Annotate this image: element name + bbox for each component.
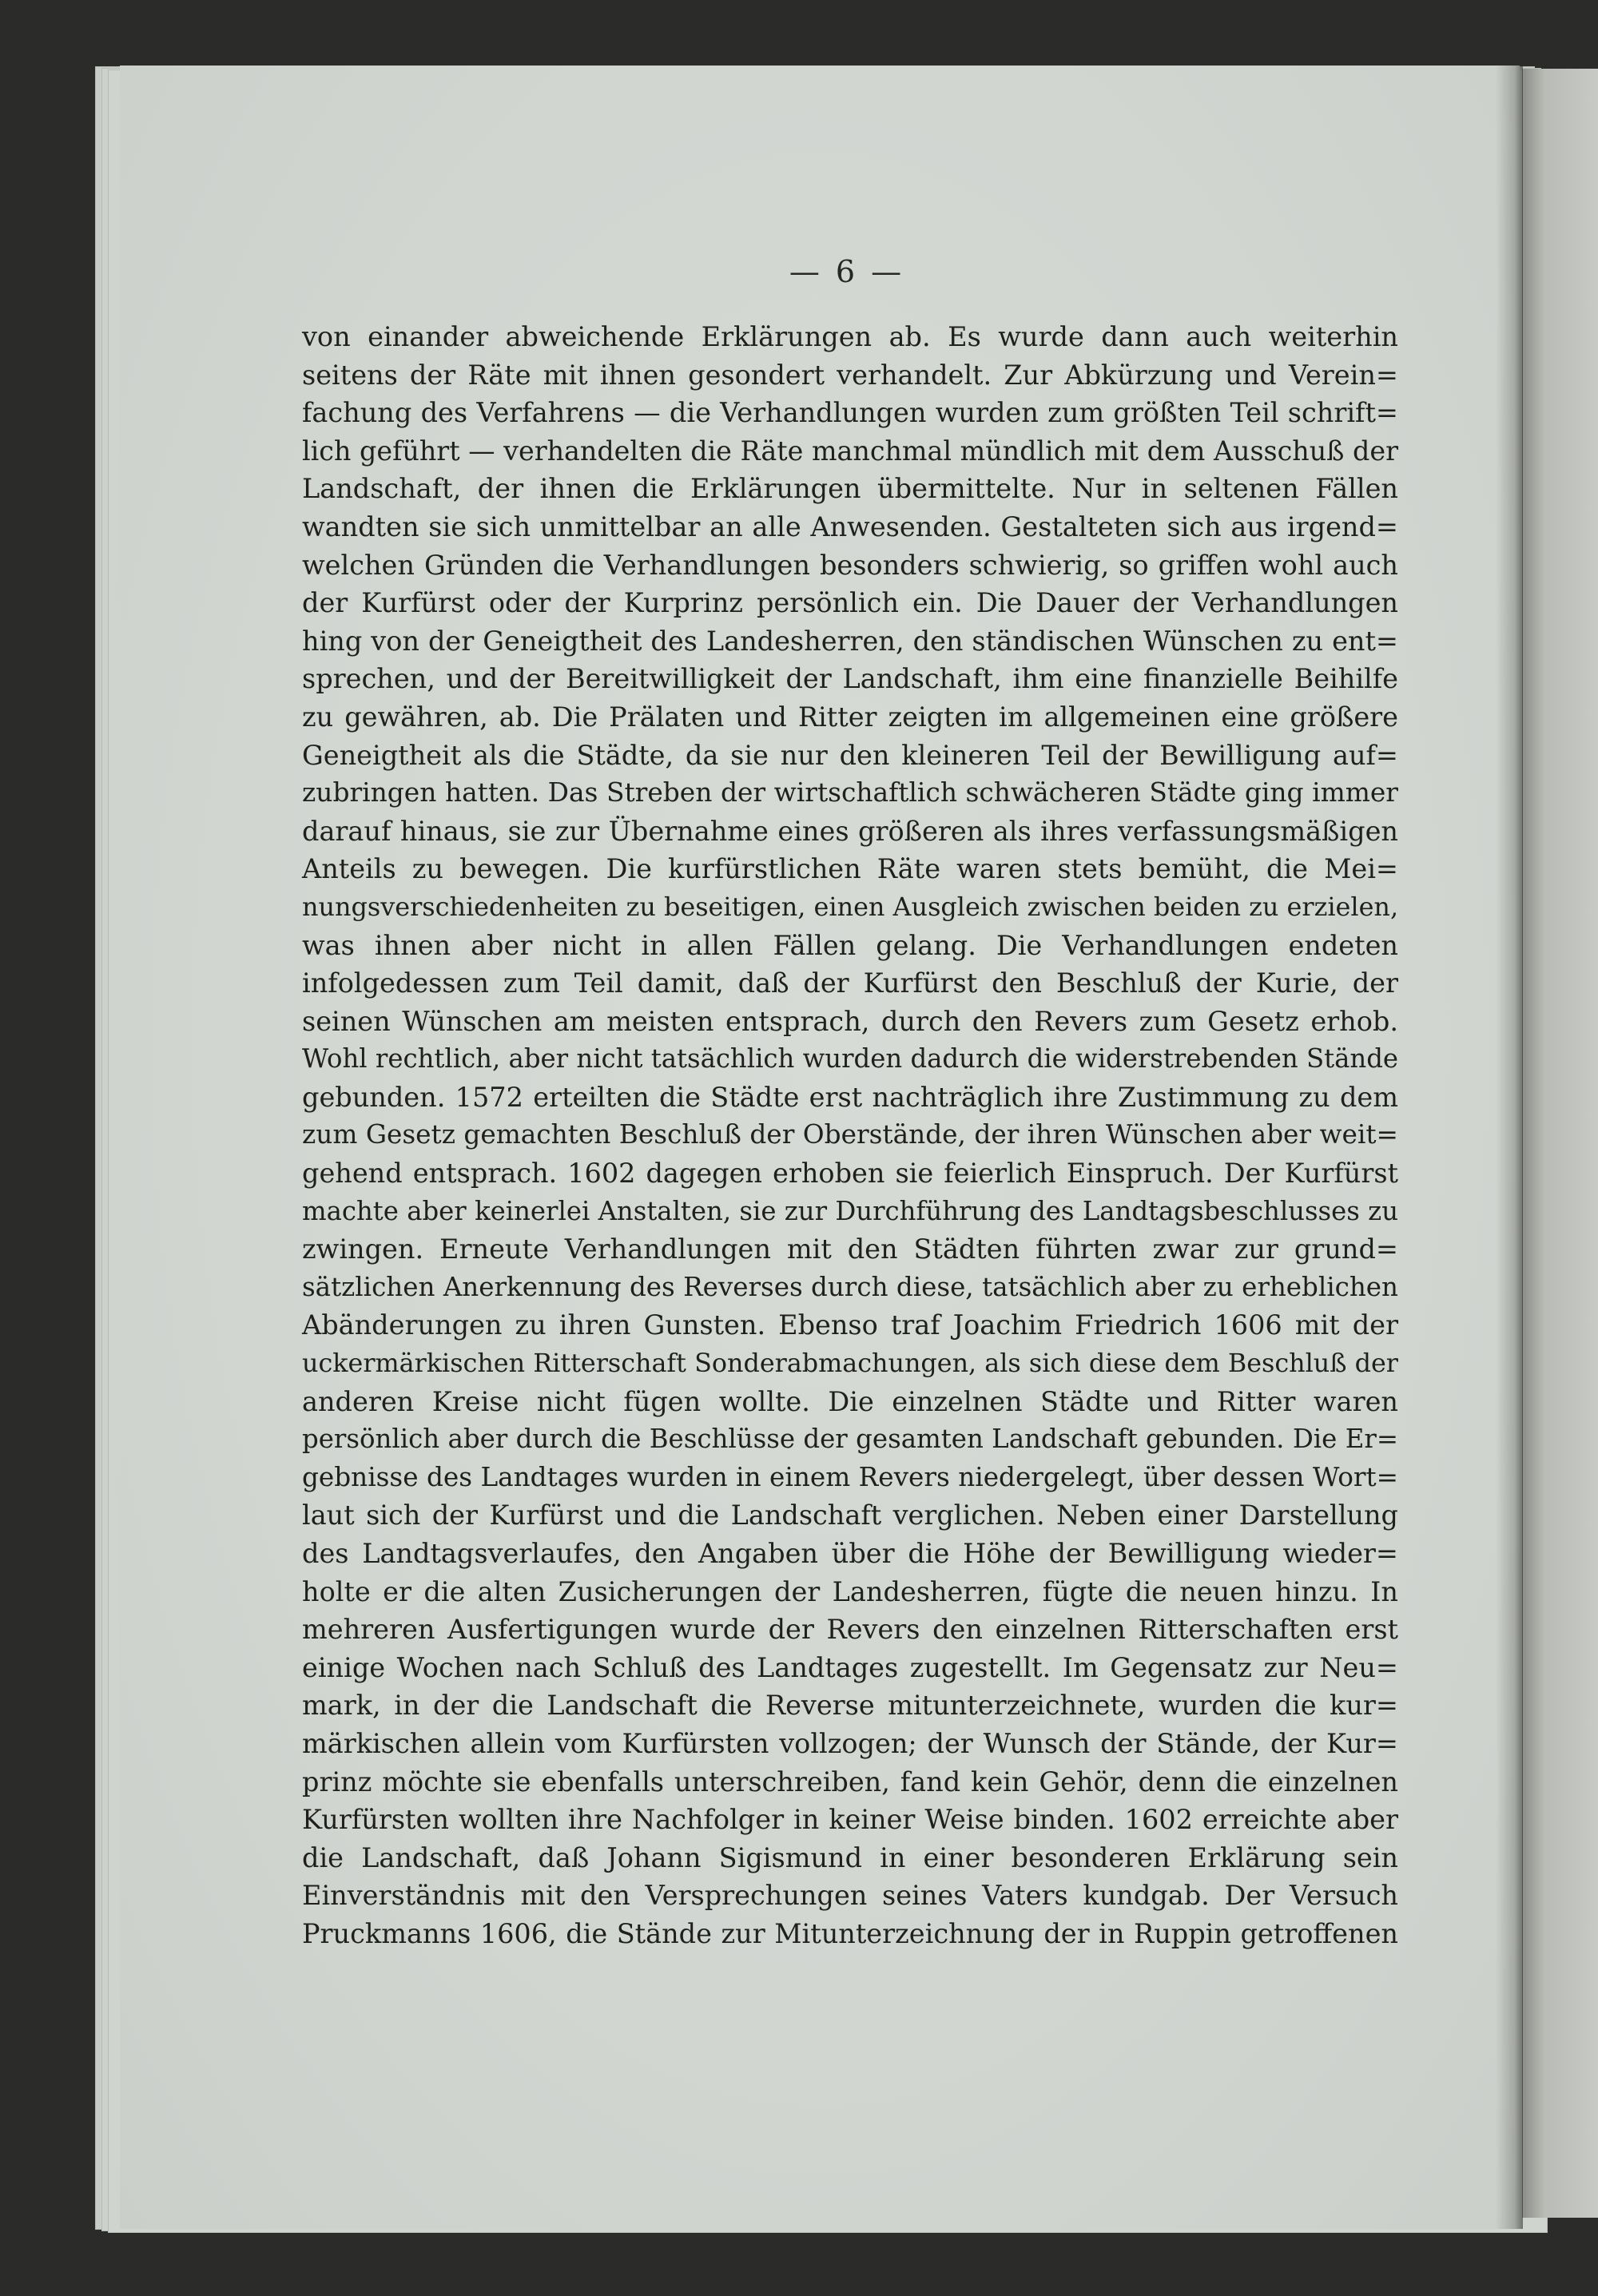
text-line: gehend entsprach. 1602 dagegen erhoben sie feierlich Einspruch. Der Kurfürst — [302, 1158, 1398, 1190]
text-line: von einander abweichende Erklärungen ab. Es wurde dann auch weiterhin — [302, 321, 1398, 352]
text-line: darauf hinaus, sie zur Übernahme eines größeren als ihres verfassungsmäßigen — [302, 815, 1398, 847]
text-line: nungsverschiedenheiten zu beseitigen, einen Ausgleich zwischen beiden zu erzielen, — [302, 891, 1399, 922]
text-line: gebunden. 1572 erteilten die Städte erst nachträglich ihre Zustimmung zu dem — [302, 1081, 1398, 1113]
text-line: sprechen, und der Bereitwilligkeit der Landschaft, ihm eine finanzielle Beihilfe — [302, 663, 1398, 695]
text-line: der Kurfürst oder der Kurprinz persönlich ein. Die Dauer der Verhandlungen — [302, 587, 1398, 619]
text-line: lich geführt — verhandelten die Räte manchmal mündlich mit dem Ausschuß der — [302, 435, 1398, 467]
text-line: laut sich der Kurfürst und die Landschaft verglichen. Neben einer Darstellung — [302, 1500, 1398, 1531]
text-line: persönlich aber durch die Beschlüsse der gesamten Landschaft gebunden. Die Er= — [302, 1424, 1398, 1455]
text-line: Kurfürsten wollten ihre Nachfolger in keiner Weise binden. 1602 erreichte aber — [302, 1804, 1398, 1836]
text-line: zubringen hatten. Das Streben der wirtschaftlich schwächeren Städte ging immer — [302, 777, 1398, 808]
text-line: mehreren Ausfertigungen wurde der Revers den einzelnen Ritterschaften erst — [302, 1614, 1398, 1646]
text-line: prinz möchte sie ebenfalls unterschreiben, fand kein Gehör, denn die einzelnen — [302, 1766, 1398, 1797]
text-line: fachung des Verfahrens — die Verhandlungen wurden zum größten Teil schrift= — [302, 397, 1398, 429]
text-line: des Landtagsverlaufes, den Angaben über die Höhe der Bewilligung wieder= — [302, 1538, 1398, 1569]
text-line: gebnisse des Landtages wurden in einem Revers niedergelegt, über dessen Wort= — [302, 1461, 1398, 1492]
text-line: uckermärkischen Ritterschaft Sonderabmachungen, als sich diese dem Beschluß der — [302, 1349, 1398, 1379]
text-line: zu gewähren, ab. Die Prälaten und Ritter zeigten im allgemeinen eine größere — [302, 701, 1398, 733]
text-line: seinen Wünschen am meisten entsprach, durch den Revers zum Gesetz erhob. — [302, 1005, 1398, 1037]
text-line: Abänderungen zu ihren Gunsten. Ebenso traf Joachim Friedrich 1606 mit der — [302, 1309, 1398, 1341]
text-line: holte er die alten Zusicherungen der Landesherren, fügte die neuen hinzu. In — [302, 1575, 1398, 1607]
text-line: seitens der Räte mit ihnen gesondert verhandelt. Zur Abkürzung und Verein= — [302, 359, 1398, 391]
text-line: wandten sie sich unmittelbar an alle Anwesenden. Gestalteten sich aus irgend= — [302, 510, 1398, 542]
text-line: die Landschaft, daß Johann Sigismund in einer besonderen Erklärung sein — [302, 1841, 1398, 1873]
text-line: Wohl rechtlich, aber nicht tatsächlich wurden dadurch die widerstrebenden Stände — [302, 1043, 1398, 1075]
text-line: zwingen. Erneute Verhandlungen mit den Städten führten zwar zur grund= — [302, 1233, 1398, 1265]
text-line: Einverständnis mit den Versprechungen seines Vaters kundgab. Der Versuch — [302, 1880, 1398, 1912]
text-line: zum Gesetz gemachten Beschluß der Oberstände, der ihren Wünschen aber weit= — [302, 1119, 1398, 1150]
text-line: Landschaft, der ihnen die Erklärungen übermittelte. Nur in seltenen Fällen — [302, 473, 1398, 505]
text-line: welchen Gründen die Verhandlungen besonders schwierig, so griffen wohl auch — [302, 549, 1398, 581]
text-line: machte aber keinerlei Anstalten, sie zur Durchführung des Landtagsbeschlusses zu — [302, 1195, 1398, 1226]
text-line: einige Wochen nach Schluß des Landtages zugestellt. Im Gegensatz zur Neu= — [302, 1651, 1398, 1683]
text-line: sätzlichen Anerkennung des Reverses durch diese, tatsächlich aber zu erheblichen — [302, 1271, 1398, 1302]
text-line: infolgedessen zum Teil damit, daß der Kurfürst den Beschluß der Kurie, der — [302, 967, 1398, 999]
page-number: — 6 — — [789, 254, 905, 289]
text-line: was ihnen aber nicht in allen Fällen gelang. Die Verhandlungen endeten — [302, 929, 1398, 961]
text-line: Pruckmanns 1606, die Stände zur Mitunterzeichnung der in Ruppin getroffenen — [302, 1917, 1398, 1949]
facing-page-edge — [1522, 69, 1598, 2218]
text-line: märkischen allein vom Kurfürsten vollzogen; der Wunsch der Stände, der Kur= — [302, 1727, 1398, 1759]
body-text — [302, 318, 1398, 1953]
gutter-shadow — [1496, 66, 1523, 2229]
text-line: Geneigtheit als die Städte, da sie nur den kleineren Teil der Bewilligung auf= — [302, 739, 1398, 771]
text-line: anderen Kreise nicht fügen wollte. Die einzelnen Städte und Ritter waren — [302, 1385, 1398, 1417]
text-line: Anteils zu bewegen. Die kurfürstlichen Räte waren stets bemüht, die Mei= — [302, 853, 1398, 885]
text-line: mark, in der die Landschaft die Reverse mitunterzeichnete, wurden die kur= — [302, 1690, 1398, 1722]
text-line: hing von der Geneigtheit des Landesherren, den ständischen Wünschen zu ent= — [302, 625, 1398, 657]
